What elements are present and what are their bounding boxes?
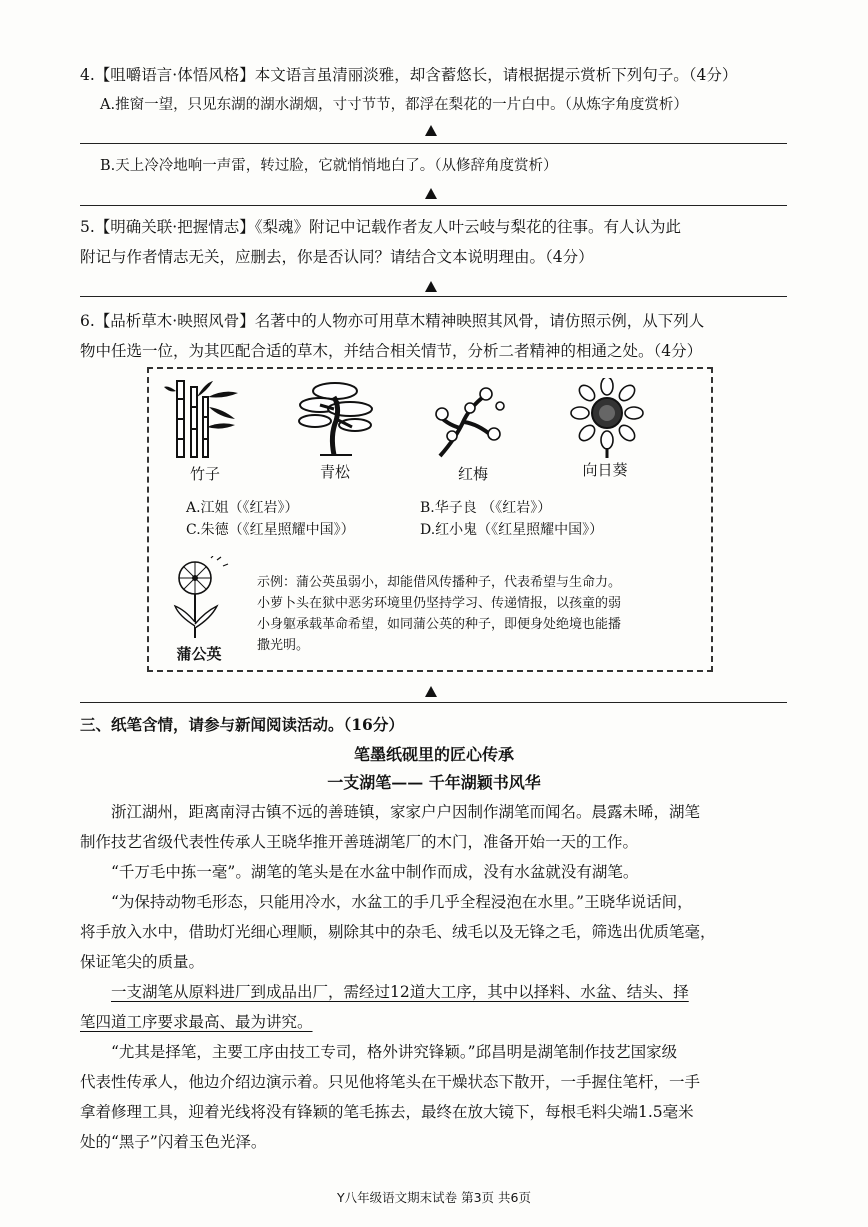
paragraph-3-line1: “为保持动物毛形态，只能用冷水，水盆工的手几乎全程浸泡在水里。”王晓华说话间， bbox=[111, 893, 693, 911]
paragraph-5-line4: 处的“黑子”闪着玉色光泽。 bbox=[80, 1133, 267, 1151]
pine-tree-icon bbox=[290, 379, 380, 457]
answer-line bbox=[80, 702, 787, 703]
plant-label-sunflower: 向日葵 bbox=[582, 461, 628, 479]
page-footer: Y八年级语文期末试卷 第3页 共6页 bbox=[337, 1190, 531, 1205]
q4-head: 4.【咀嚼语言·体悟风格】本文语言虽清丽淡雅，却含蓄悠长，请根据提示赏析下列句子。（4分） bbox=[80, 66, 738, 84]
paragraph-3-line3: 保证笔尖的质量。 bbox=[80, 953, 205, 971]
q5-line2: 附记与作者情志无关，应删去，你是否认同？请结合文本说明理由。（4分） bbox=[80, 248, 594, 266]
answer-line bbox=[80, 143, 787, 144]
paragraph-4-line1: 一支湖笔从原料进厂到成品出厂，需经过12道大工序，其中以择料、水盆、结头、择 bbox=[111, 983, 689, 1001]
paragraph-5-line3: 拿着修理工具，迎着光线将没有锋颖的笔毛拣去，最终在放大镜下，每根毛料尖端1.5毫米 bbox=[80, 1103, 694, 1121]
plant-label-plum: 红梅 bbox=[457, 465, 488, 483]
paragraph-4-line2: 笔四道工序要求最高、最为讲究。 bbox=[80, 1013, 313, 1031]
paragraph-5-line1: “尤其是择笔，主要工序由技工专司，格外讲究锋颖。”邱昌明是湖笔制作技艺国家级 bbox=[111, 1043, 678, 1061]
option-c: C.朱德（《红星照耀中国》） bbox=[186, 522, 355, 538]
article-title: 笔墨纸砚里的匠心传承 bbox=[353, 745, 514, 764]
dandelion-icon bbox=[165, 556, 235, 640]
example-text bbox=[257, 572, 707, 656]
option-d: D.红小鬼（《红星照耀中国》） bbox=[420, 522, 604, 538]
option-a: A.江姐（《红岩》） bbox=[186, 500, 299, 516]
paragraph-5-line2: 代表性传承人，他边介绍边演示着。只见他将笔头在干燥状态下散开，一手握住笔杆，一手 bbox=[80, 1073, 701, 1091]
bamboo-icon bbox=[163, 377, 247, 459]
paragraph-2: “千万毛中拣一毫”。湖笔的笔头是在水盆中制作而成，没有水盆就没有湖笔。 bbox=[111, 863, 639, 881]
example-line: 撒光明。 bbox=[257, 638, 310, 653]
plant-label-pine: 青松 bbox=[319, 463, 350, 481]
q6-line1: 6.【品析草木·映照风骨】名著中的人物亦可用草木精神映照其风骨，请仿照示例，从下列人 bbox=[80, 312, 705, 330]
q4-b: B.天上冷冷地响一声雷，转过脸，它就悄悄地白了。（从修辞角度赏析） bbox=[100, 158, 558, 174]
plant-label-bamboo: 竹子 bbox=[189, 465, 220, 483]
option-b: B.华子良 （《红岩》） bbox=[420, 500, 552, 516]
paragraph-3-line2: 将手放入水中，借助灯光细心理顺，剔除其中的杂毛、绒毛以及无锋之毛，筛选出优质笔毫， bbox=[80, 923, 716, 941]
answer-marker-triangle bbox=[425, 281, 437, 292]
paragraph-1-line2: 制作技艺省级代表性传承人王晓华推开善琏湖笔厂的木门，准备开始一天的工作。 bbox=[80, 833, 639, 851]
example-line: 小萝卜头在狱中恶劣环境里仍坚持学习、传递情报，以孩童的弱 bbox=[257, 596, 622, 611]
answer-line bbox=[80, 205, 787, 206]
answer-marker-triangle bbox=[425, 686, 437, 697]
q6-line2: 物中任选一位，为其匹配合适的草木，并结合相关情节，分析二者精神的相通之处。（4分） bbox=[80, 342, 703, 360]
article-subtitle: 一支湖笔—— 千年湖颖书风华 bbox=[327, 773, 541, 792]
example-line: 示例：蒲公英虽弱小，却能借风传播种子，代表希望与生命力。 bbox=[257, 575, 622, 590]
section-heading: 三、纸笔含情，请参与新闻阅读活动。（16分） bbox=[80, 715, 404, 734]
q4-a: A.推窗一望，只见东湖的湖水湖烟，寸寸节节，都浮在梨花的一片白中。（从炼字角度赏析） bbox=[100, 97, 688, 113]
q5-line1: 5.【明确关联·把握情志】《梨魂》附记中记载作者友人叶云岐与梨花的往事。有人认为此 bbox=[80, 218, 681, 236]
plum-blossom-icon bbox=[430, 378, 514, 460]
answer-marker-triangle bbox=[425, 125, 437, 136]
answer-marker-triangle bbox=[425, 188, 437, 199]
answer-line bbox=[80, 296, 787, 297]
paragraph-1-line1: 浙江湖州，距离南浔古镇不远的善琏镇，家家户户因制作湖笔而闻名。晨露未晞，湖笔 bbox=[111, 803, 701, 821]
plant-label-dandelion: 蒲公英 bbox=[176, 645, 222, 663]
example-line: 小身躯承载革命希望，如同蒲公英的种子，即便身处绝境也能播 bbox=[257, 617, 622, 632]
sunflower-icon bbox=[570, 378, 644, 458]
